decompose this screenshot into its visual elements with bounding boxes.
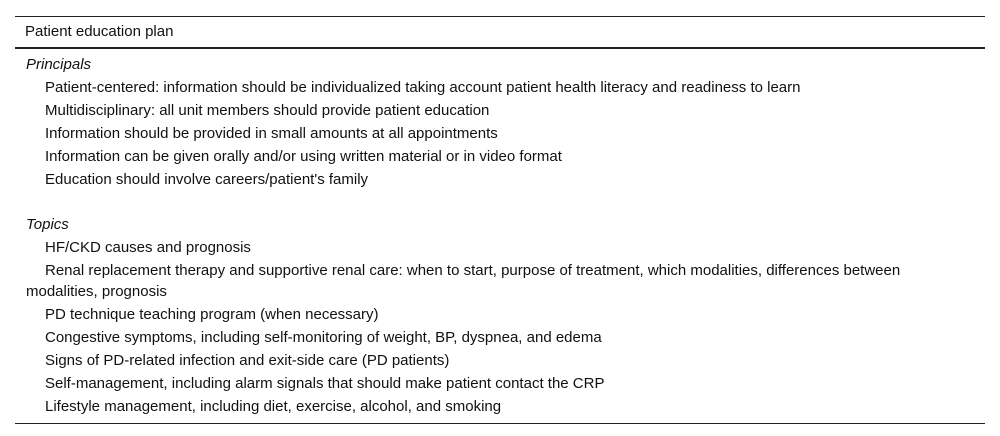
list-item: PD technique teaching program (when necessary) (45, 306, 379, 323)
list-item: Lifestyle management, including diet, exercise, alcohol, and smoking (45, 398, 502, 415)
section-principals (26, 53, 975, 191)
list-item: Information can be given orally and/or using written material or in video format (45, 148, 562, 165)
section-spacer (26, 191, 975, 213)
table-body (15, 49, 985, 423)
list-item: Renal replacement therapy and supportive renal care: when to start, purpose of treatment, which modalities, differences between modalities, prognosis (26, 262, 901, 300)
list-item: Education should involve careers/patient's family (45, 171, 369, 188)
education-plan-table (15, 16, 985, 424)
list-item: Self-management, including alarm signals that should make patient contact the CRP (45, 375, 605, 392)
list-item: Signs of PD-related infection and exit-side care (PD patients) (45, 352, 450, 369)
list-item: Congestive symptoms, including self-monitoring of weight, BP, dyspnea, and edema (45, 329, 602, 346)
section-title-topics: Topics (26, 216, 69, 233)
table-header: Patient education plan (15, 17, 985, 49)
section-title-principals: Principals (26, 56, 92, 73)
section-topics (26, 213, 975, 418)
list-item: Information should be provided in small amounts at all appointments (45, 125, 498, 142)
list-item: Patient-centered: information should be individualized taking account patient health literacy and readiness to learn (45, 79, 801, 96)
list-item: Multidisciplinary: all unit members should provide patient education (45, 102, 490, 119)
table-bottom-rule (15, 423, 985, 424)
list-item: HF/CKD causes and prognosis (45, 239, 251, 256)
